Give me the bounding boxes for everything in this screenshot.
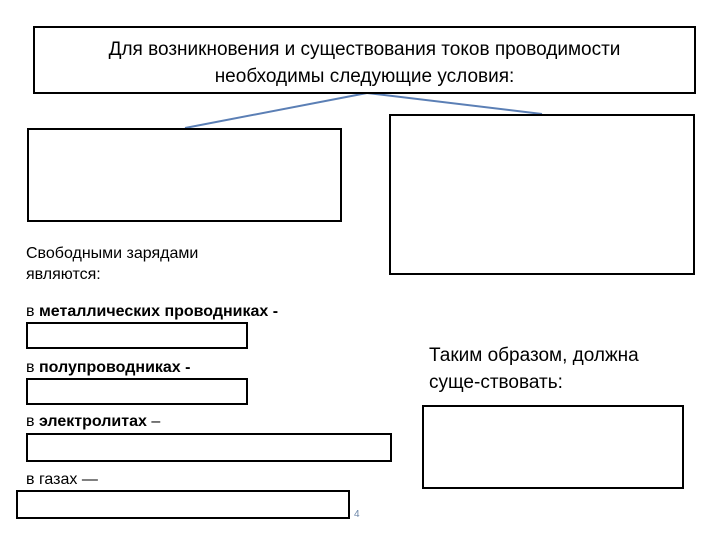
metals-suffix: -: [268, 303, 279, 320]
metals-prefix: в: [26, 303, 39, 320]
gases-answer-box[interactable]: [16, 490, 350, 519]
gases-label: в газах —: [26, 471, 98, 488]
semiconductors-bold: полупроводниках: [38, 359, 181, 376]
semiconductors-suffix: -: [180, 359, 191, 376]
conclusion-line-2: суще-ствовать:: [429, 372, 563, 393]
electrolytes-suffix: –: [146, 413, 161, 430]
conclusion-label: [429, 342, 639, 396]
semiconductors-label: [26, 357, 190, 378]
free-charges-line-2: являются:: [26, 266, 101, 283]
metals-bold: металлических проводниках: [38, 303, 269, 320]
title-line-1: Для возникновения и существования токов проводимости: [108, 39, 621, 60]
electrolytes-bold: электролитах: [38, 413, 147, 430]
page-number: 4: [354, 509, 360, 520]
conclusion-line-1: Таким образом, должна: [429, 345, 639, 366]
electrolytes-label: [26, 411, 160, 432]
conclusion-answer-box[interactable]: [422, 405, 684, 489]
semiconductors-prefix: в: [26, 359, 39, 376]
metals-answer-box[interactable]: [26, 322, 248, 349]
title-line-2: необходимы следующие условия:: [214, 66, 515, 87]
free-charges-label: [26, 243, 198, 285]
condition-box-left[interactable]: [27, 128, 342, 222]
condition-box-right[interactable]: [389, 114, 695, 275]
electrolytes-prefix: в: [26, 413, 39, 430]
connector-left: [185, 93, 367, 128]
electrolytes-answer-box[interactable]: [26, 433, 392, 462]
free-charges-line-1: Свободными зарядами: [26, 245, 199, 262]
connector-right: [367, 93, 542, 114]
semiconductors-answer-box[interactable]: [26, 378, 248, 405]
title-box: [33, 26, 696, 94]
metals-label: [26, 301, 278, 322]
